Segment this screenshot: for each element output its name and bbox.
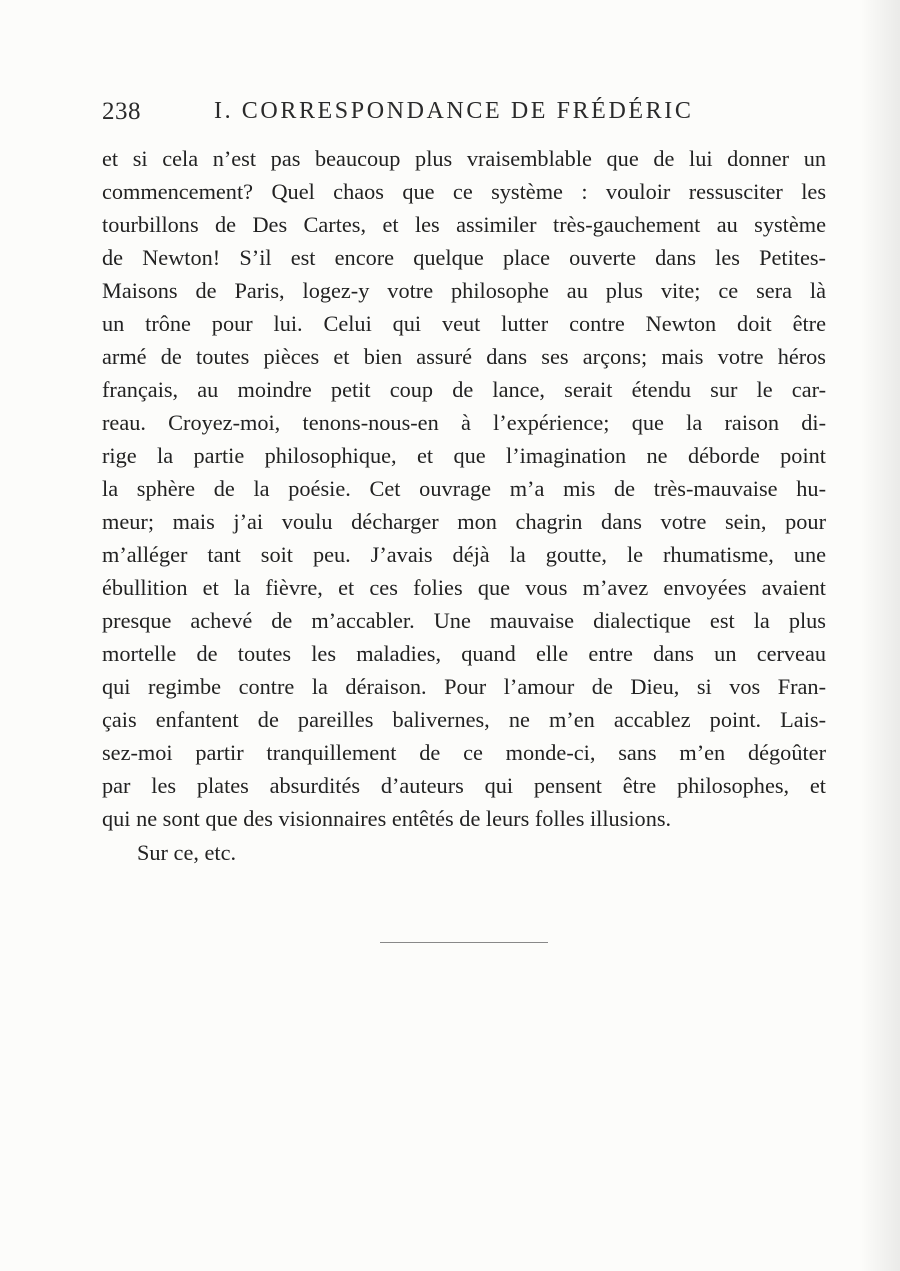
text-line: presque achevé de m’accabler. Une mauvaise dialectique est la plus [102, 608, 826, 633]
text-line: tourbillons de Des Cartes, et les assimiler très-gauchement au système [102, 212, 826, 237]
text-line: çais enfantent de pareilles balivernes, ne m’en accablez point. Lais- [102, 707, 826, 732]
page-edge-shadow [860, 0, 900, 1271]
text-line: mortelle de toutes les maladies, quand elle entre dans un cerveau [102, 641, 826, 666]
text-line: français, au moindre petit coup de lance, serait étendu sur le car- [102, 377, 826, 402]
text-line: un trône pour lui. Celui qui veut lutter contre Newton doit être [102, 311, 826, 336]
text-line: Maisons de Paris, logez-y votre philosophe au plus vite; ce sera là [102, 278, 826, 303]
running-head: I. CORRESPONDANCE DE FRÉDÉRIC [214, 98, 694, 124]
page-header [102, 92, 742, 132]
text-line: commencement? Quel chaos que ce système : vouloir ressusciter les [102, 179, 826, 204]
text-line: armé de toutes pièces et bien assuré dans ses arçons; mais votre héros [102, 344, 826, 369]
text-line: ébullition et la fièvre, et ces folies que vous m’avez envoyées avaient [102, 575, 826, 600]
page-number: 238 [102, 98, 141, 125]
text-line: et si cela n’est pas beaucoup plus vraisemblable que de lui donner un [102, 146, 826, 171]
letter-closing: Sur ce, etc. [137, 840, 237, 865]
text-line: meur; mais j’ai voulu décharger mon chagrin dans votre sein, pour [102, 509, 826, 534]
letter-body [102, 142, 826, 835]
text-line: qui ne sont que des visionnaires entêtés de leurs folles illusions. [102, 806, 672, 831]
text-line: sez-moi partir tranquillement de ce monde-ci, sans m’en dégoûter [102, 740, 826, 765]
text-line: reau. Croyez-moi, tenons-nous-en à l’expérience; que la raison di- [102, 410, 826, 435]
section-divider [380, 942, 548, 943]
text-line: m’alléger tant soit peu. J’avais déjà la goutte, le rhumatisme, une [102, 542, 826, 567]
text-line: de Newton! S’il est encore quelque place ouverte dans les Petites- [102, 245, 826, 270]
text-line: rige la partie philosophique, et que l’imagination ne déborde point [102, 443, 826, 468]
text-line: par les plates absurdités d’auteurs qui pensent être philosophes, et [102, 773, 826, 798]
text-line: la sphère de la poésie. Cet ouvrage m’a mis de très-mauvaise hu- [102, 476, 826, 501]
text-line: qui regimbe contre la déraison. Pour l’amour de Dieu, si vos Fran- [102, 674, 826, 699]
